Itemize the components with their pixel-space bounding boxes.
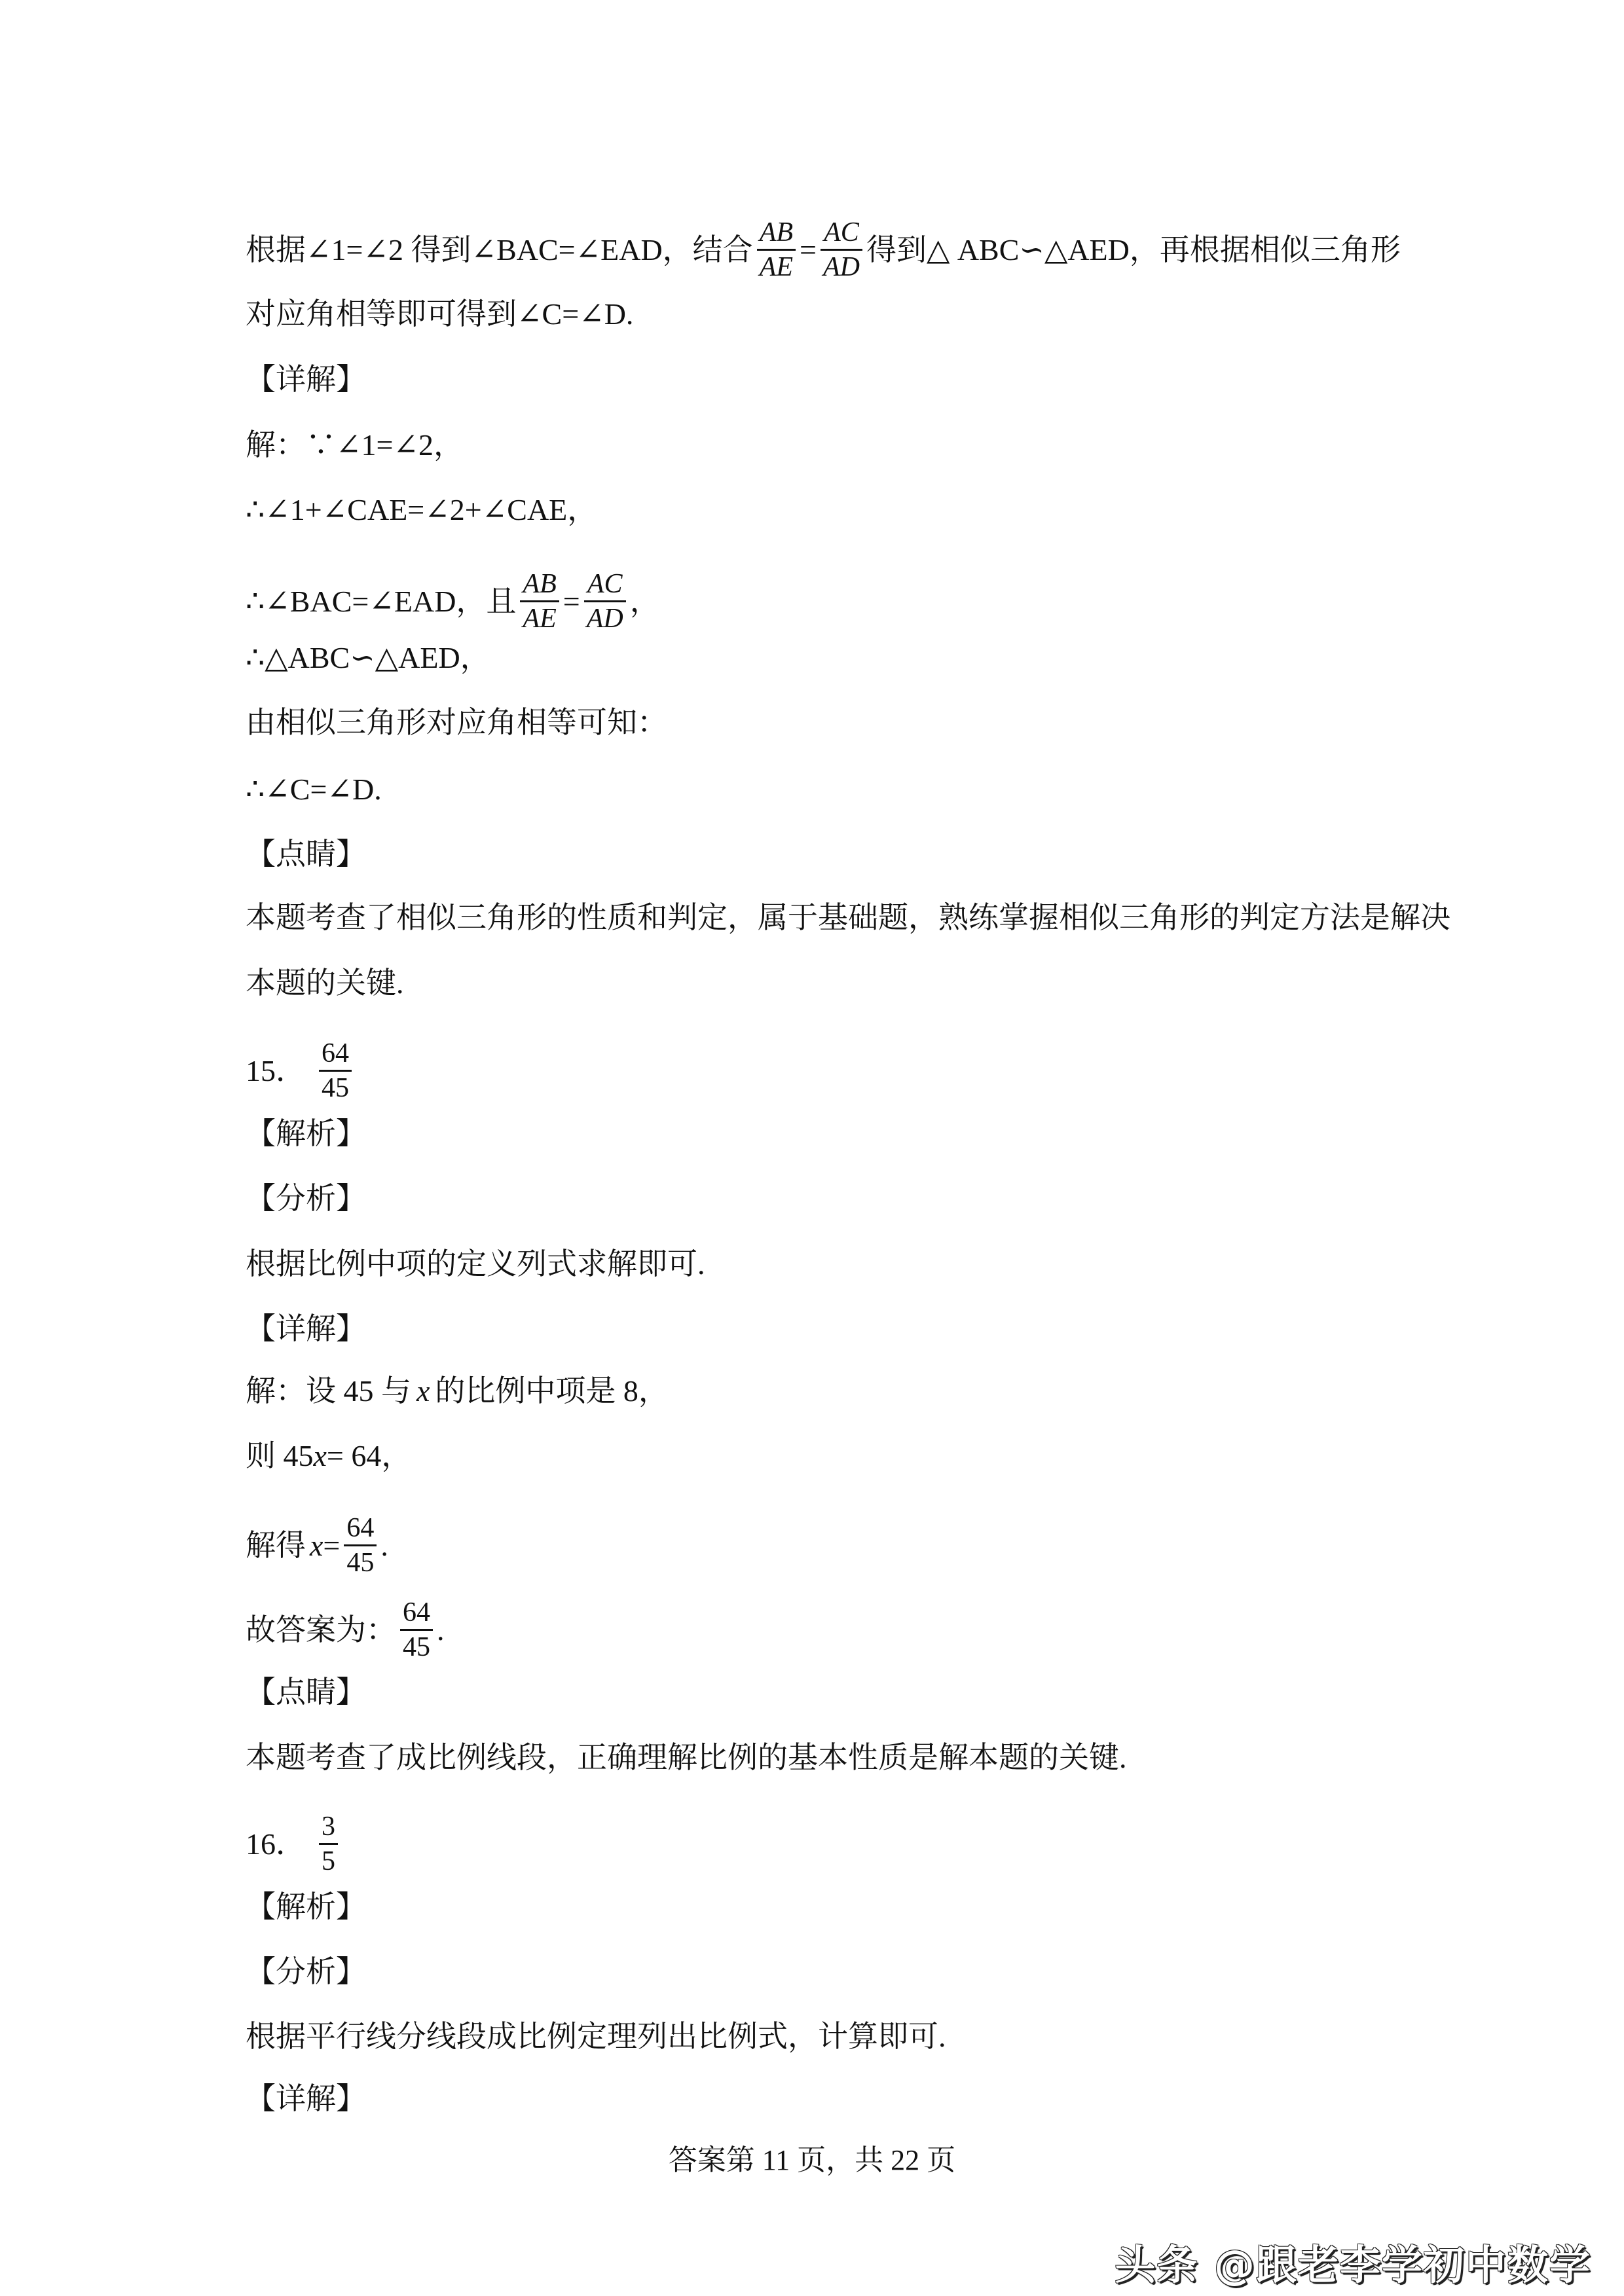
intro-text-a: 根据∠1=∠2 得到∠BAC=∠EAD，结合	[246, 232, 753, 266]
intro-text-b: 得到△ ABC∽△AED，再根据相似三角形	[866, 232, 1401, 266]
fenxi-text: 根据比例中项的定义列式求解即可.	[246, 1247, 705, 1281]
intro-line-1: 根据∠1=∠2 得到∠BAC=∠EAD，结合 $\frac{AB}{AE}$ = $\frac{AC}{AD}$ 得到△ ABC∽△AED，再根据相似三角形	[246, 217, 1401, 282]
solution-step: 解：设 45 与 x 的比例中项是 8，	[246, 1374, 669, 1408]
analysis-heading: 【解析】	[246, 1890, 366, 1923]
solution-step: 解：∵∠1=∠2，	[246, 428, 464, 462]
solution-step: 由相似三角形对应角相等可知：	[246, 706, 667, 739]
solution-step: ∴△ABC∽△AED，	[246, 641, 490, 674]
fraction-ab-ae: $\frac{AB}{AE}$	[520, 568, 559, 635]
intro-line-2: 对应角相等即可得到∠C=∠D.	[246, 297, 634, 331]
question-number: 16．	[246, 1827, 306, 1861]
watermark: 头条 @跟老李学初中数学	[1115, 2241, 1591, 2289]
fenxi-heading: 【分析】	[246, 1955, 366, 1988]
fraction-64-45: $\frac{64}{45}$	[400, 1596, 433, 1664]
detail-heading: 【详解】	[246, 2082, 366, 2115]
solution-step: ∴∠BAC=∠EAD，且 $\frac{AB}{AE}$ = $\frac{AC}{AD}$ ，	[246, 569, 660, 634]
comment-text: 本题的关键.	[246, 966, 404, 1000]
comment-text: 本题考查了相似三角形的性质和判定，属于基础题，熟练掌握相似三角形的判定方法是解决	[246, 901, 1450, 934]
solution-step: ∴∠1+∠CAE=∠2+∠CAE，	[246, 493, 598, 526]
fraction-64-45: $\frac{64}{45}$	[344, 1512, 377, 1579]
solution-step: ∴∠C=∠D.	[246, 773, 382, 806]
solution-step: 解得 x = $\frac{64}{45}$ .	[246, 1513, 388, 1578]
question-16-answer	[246, 1810, 342, 1878]
fenxi-heading: 【分析】	[246, 1182, 366, 1215]
fraction-ab-ae: $\frac{AB}{AE}$	[757, 216, 796, 283]
page-footer: 答案第 11 页，共 22 页	[668, 2144, 956, 2176]
comment-heading: 【点睛】	[246, 837, 366, 871]
question-number: 15．	[246, 1053, 306, 1087]
answer-fraction: $\frac{3}{5}$	[319, 1810, 338, 1878]
detail-heading: 【详解】	[246, 363, 366, 396]
comment-heading: 【点睛】	[246, 1675, 366, 1709]
answer-fraction: $\frac{64}{45}$	[319, 1037, 352, 1104]
analysis-heading: 【解析】	[246, 1117, 366, 1150]
final-answer: 故答案为： $\frac{64}{45}$ .	[246, 1597, 445, 1662]
detail-heading: 【详解】	[246, 1312, 366, 1345]
fenxi-text: 根据平行线分线段成比例定理列出比例式，计算即可.	[246, 2020, 946, 2053]
fraction-ac-ad: $\frac{AC}{AD}$	[584, 568, 626, 635]
solution-step: 则 45 x = 64，	[246, 1439, 412, 1472]
question-15-answer	[246, 1037, 356, 1104]
comment-text: 本题考查了成比例线段，正确理解比例的基本性质是解本题的关键.	[246, 1741, 1127, 1774]
fraction-ac-ad: $\frac{AC}{AD}$	[821, 216, 862, 283]
